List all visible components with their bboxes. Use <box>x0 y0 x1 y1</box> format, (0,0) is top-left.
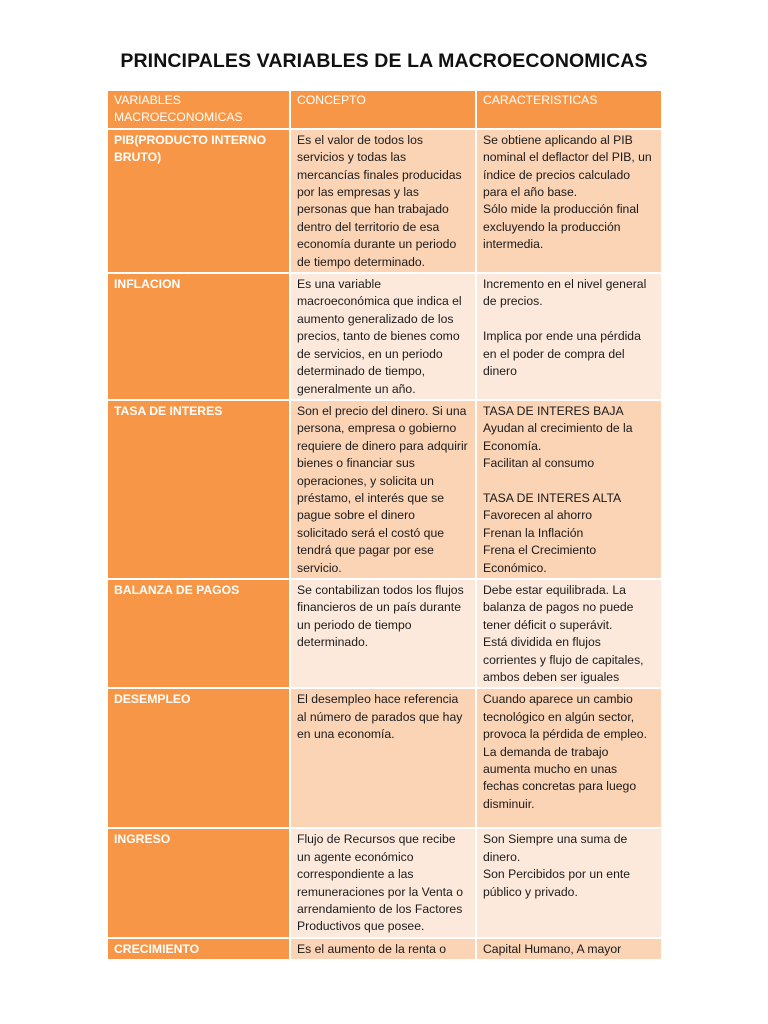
variable-cell: INGRESO <box>108 829 291 938</box>
concepto-cell: El desempleo hace referencia al número de parados que hay en una economía. <box>291 689 477 829</box>
table-row-crecimiento <box>108 939 661 961</box>
caracteristicas-cell: Son Siempre una suma de dinero. Son Percibidos por un ente público y privado. <box>477 829 661 938</box>
concepto-cell: Es el aumento de la renta o <box>291 939 477 961</box>
table-header-row <box>108 91 661 130</box>
caracteristicas-cell: Debe estar equilibrada. La balanza de pagos no puede tener déficit o superávit. Está dividida en flujos corrientes y flujo de capitales, ambos deben ser iguales <box>477 580 661 689</box>
concepto-cell: Es el valor de todos los servicios y todas las mercancías finales producidas por las empresas y las personas que han trabajado dentro del territorio de esa economía durante un periodo de tiempo determinado. <box>291 130 477 274</box>
caracteristicas-cell: Incremento en el nivel general de precios. Implica por ende una pérdida en el poder de compra del dinero <box>477 274 661 401</box>
concepto-cell: Flujo de Recursos que recibe un agente económico correspondiente a las remuneraciones por la Venta o arrendamiento de los Factores Productivos que posee. <box>291 829 477 938</box>
caracteristicas-cell: TASA DE INTERES BAJA Ayudan al crecimiento de la Economía. Facilitan al consumo TASA DE INTERES ALTA Favorecen al ahorro Frenan la Inflación Frena el Crecimiento Económico. <box>477 401 661 580</box>
table-row-tasa-de-interes <box>108 401 661 580</box>
variables-table <box>108 91 661 961</box>
column-header-concepto: CONCEPTO <box>291 91 477 130</box>
caracteristicas-cell: Se obtiene aplicando al PIB nominal el deflactor del PIB, un índice de precios calculado para el año base. Sólo mide la producción final excluyendo la producción intermedia. <box>477 130 661 274</box>
column-header-caracteristicas: CARACTERISTICAS <box>477 91 661 130</box>
table-row-inflacion <box>108 274 661 401</box>
caracteristicas-cell: Cuando aparece un cambio tecnológico en algún sector, provoca la pérdida de empleo. La demanda de trabajo aumenta mucho en unas fechas concretas para luego disminuir. <box>477 689 661 829</box>
variable-cell: BALANZA DE PAGOS <box>108 580 291 689</box>
page-title: PRINCIPALES VARIABLES DE LA MACROECONOMICAS <box>120 50 648 72</box>
variable-cell: DESEMPLEO <box>108 689 291 829</box>
table-row-ingreso <box>108 829 661 938</box>
concepto-cell: Son el precio del dinero. Si una persona, empresa o gobierno requiere de dinero para adquirir bienes o financiar sus operaciones, y solicita un préstamo, el interés que se pague sobre el dinero solicitado será el costó que tendrá que pagar por ese servicio. <box>291 401 477 580</box>
table-row-balanza-de-pagos <box>108 580 661 689</box>
variable-cell: INFLACION <box>108 274 291 401</box>
table-row-pib <box>108 130 661 274</box>
caracteristicas-cell: Capital Humano, A mayor <box>477 939 661 961</box>
concepto-cell: Se contabilizan todos los flujos financieros de un país durante un periodo de tiempo determinado. <box>291 580 477 689</box>
variable-cell: TASA DE INTERES <box>108 401 291 580</box>
variable-cell: PIB(PRODUCTO INTERNO BRUTO) <box>108 130 291 274</box>
table-row-desempleo <box>108 689 661 829</box>
variable-cell: CRECIMIENTO <box>108 939 291 961</box>
column-header-variables: VARIABLES MACROECONOMICAS <box>108 91 291 130</box>
concepto-cell: Es una variable macroeconómica que indica el aumento generalizado de los precios, tanto de bienes como de servicios, en un periodo determinado de tiempo, generalmente un año. <box>291 274 477 401</box>
